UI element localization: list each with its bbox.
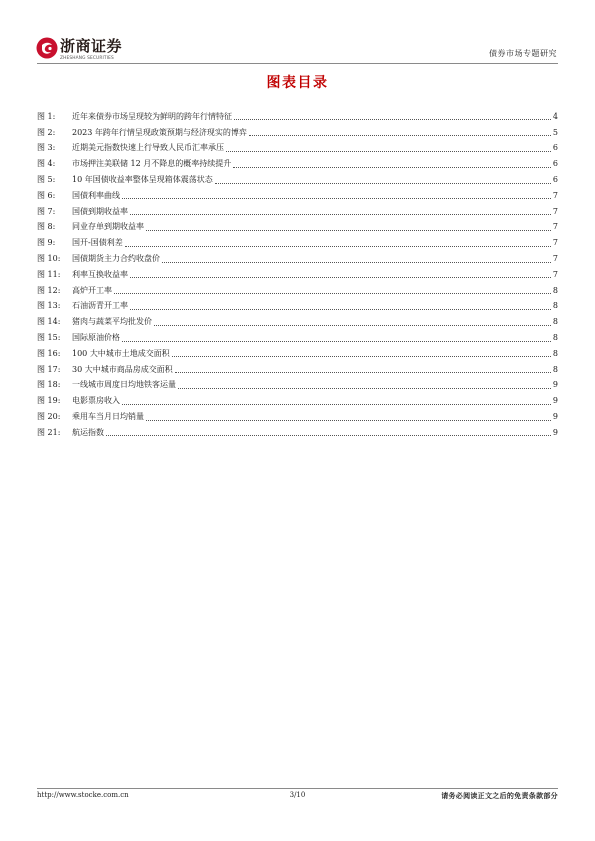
dot-leader — [122, 198, 551, 199]
toc-entry-title: 一线城市周度日均地铁客运量 — [72, 380, 176, 390]
toc-entry-page: 5 — [552, 127, 558, 137]
toc-entry[interactable] — [37, 346, 558, 362]
toc-entry-label: 图 20: — [37, 412, 61, 422]
toc-entry-title: 乘用车当月日均销量 — [72, 412, 144, 422]
dot-leader — [130, 277, 551, 278]
toc-entry-page: 7 — [552, 222, 558, 232]
toc-entry-page: 9 — [552, 396, 558, 406]
toc-entry-page: 8 — [552, 285, 558, 295]
dot-leader — [146, 230, 551, 231]
toc-entry[interactable] — [37, 204, 558, 220]
toc-entry[interactable] — [37, 172, 558, 188]
brand-name-cn: 浙商证券 — [60, 37, 123, 55]
toc-entry-page: 6 — [552, 159, 558, 169]
toc-entry-label: 图 9: — [37, 238, 56, 248]
toc-entry-label: 图 10: — [37, 254, 61, 264]
toc-entry-title: 高炉开工率 — [72, 285, 112, 295]
toc-entry[interactable] — [37, 330, 558, 346]
toc-entry[interactable] — [37, 267, 558, 283]
toc-entry[interactable] — [37, 378, 558, 394]
toc-entry-label: 图 13: — [37, 301, 61, 311]
toc-entry-title: 同业存单到期收益率 — [72, 222, 144, 232]
toc-entry-label: 图 8: — [37, 222, 56, 232]
toc-entry-page: 9 — [552, 412, 558, 422]
toc-entry-label: 图 2: — [37, 127, 56, 137]
toc-entry-title: 近年来债券市场呈现较为鲜明的跨年行情特征 — [72, 111, 232, 121]
dot-leader — [106, 435, 551, 436]
toc-entry-title: 30 大中城市商品房成交面积 — [72, 364, 173, 374]
company-logo — [36, 36, 136, 64]
toc-entry-title: 利率互换收益率 — [72, 269, 128, 279]
toc-entry-label: 图 11: — [37, 269, 61, 279]
toc-entry-page: 9 — [552, 427, 558, 437]
toc-entry-page: 7 — [552, 269, 558, 279]
dot-leader — [172, 356, 551, 357]
toc-entry-title: 石油沥青开工率 — [72, 301, 128, 311]
toc-entry-label: 图 19: — [37, 396, 61, 406]
report-type: 债券市场专题研究 — [489, 49, 557, 58]
dot-leader — [122, 404, 551, 405]
toc-entry-title: 国际原油价格 — [72, 333, 120, 343]
brand-name-en: ZHESHANG SECURITIES — [60, 55, 114, 61]
toc-entry-page: 7 — [552, 238, 558, 248]
page-number: 3/10 — [289, 791, 306, 799]
toc-entry-title: 航运指数 — [72, 427, 104, 437]
toc-entry[interactable] — [37, 125, 558, 141]
toc-entry-label: 图 12: — [37, 285, 61, 295]
dot-leader — [175, 372, 551, 373]
toc-entry-label: 图 16: — [37, 348, 61, 358]
toc-entry-page: 6 — [552, 175, 558, 185]
toc-entry-title: 猪肉与蔬菜平均批发价 — [72, 317, 152, 327]
toc-entry[interactable] — [37, 283, 558, 299]
toc-entry-title: 近期美元指数快速上行导致人民币汇率承压 — [72, 143, 224, 153]
toc-entry-title: 电影票房收入 — [72, 396, 120, 406]
toc-entry-label: 图 18: — [37, 380, 61, 390]
toc-entry-page: 8 — [552, 317, 558, 327]
dot-leader — [146, 420, 551, 421]
toc-entry-page: 9 — [552, 380, 558, 390]
dot-leader — [130, 214, 551, 215]
footer-disclaimer: 请务必阅读正文之后的免责条款部分 — [441, 791, 558, 800]
toc-entry-label: 图 6: — [37, 190, 56, 200]
toc-entry-page: 7 — [552, 254, 558, 264]
dot-leader — [162, 262, 551, 263]
toc-entry-title: 市场押注美联储 12 月不降息的概率持续提升 — [72, 159, 232, 169]
toc-entry-page: 8 — [552, 333, 558, 343]
toc-entry-page: 7 — [552, 206, 558, 216]
figure-list — [37, 109, 558, 441]
toc-entry[interactable] — [37, 109, 558, 125]
toc-entry[interactable] — [37, 314, 558, 330]
toc-entry-label: 图 3: — [37, 143, 56, 153]
toc-entry[interactable] — [37, 156, 558, 172]
toc-entry[interactable] — [37, 299, 558, 315]
toc-entry-page: 7 — [552, 190, 558, 200]
toc-entry[interactable] — [37, 188, 558, 204]
toc-entry[interactable] — [37, 393, 558, 409]
toc-entry-title: 国债利率曲线 — [72, 190, 120, 200]
page-title: 图表目录 — [266, 75, 329, 91]
toc-entry[interactable] — [37, 251, 558, 267]
toc-entry-label: 图 5: — [37, 175, 56, 185]
toc-entry-label: 图 4: — [37, 159, 56, 169]
toc-entry[interactable] — [37, 362, 558, 378]
toc-entry-label: 图 14: — [37, 317, 61, 327]
dot-leader — [234, 119, 551, 120]
toc-entry-page: 8 — [552, 364, 558, 374]
toc-entry[interactable] — [37, 409, 558, 425]
footer-website-link[interactable]: http://www.stocke.com.cn — [37, 791, 129, 799]
dot-leader — [249, 135, 551, 136]
toc-entry-page: 6 — [552, 143, 558, 153]
toc-entry-page: 4 — [552, 111, 558, 121]
toc-entry-title: 国开-国债利差 — [72, 238, 123, 248]
toc-entry-title: 国债期货主力合约收盘价 — [72, 254, 160, 264]
toc-entry-page: 8 — [552, 348, 558, 358]
dot-leader — [122, 341, 551, 342]
dot-leader — [130, 309, 551, 310]
toc-entry-label: 图 7: — [37, 206, 56, 216]
dot-leader — [226, 151, 551, 152]
toc-entry-page: 8 — [552, 301, 558, 311]
toc-entry[interactable] — [37, 141, 558, 157]
dot-leader — [114, 293, 551, 294]
toc-entry[interactable] — [37, 235, 558, 251]
dot-leader — [125, 246, 551, 247]
toc-entry-label: 图 17: — [37, 364, 61, 374]
toc-entry-title: 国债到期收益率 — [72, 206, 128, 216]
toc-entry-label: 图 15: — [37, 333, 61, 343]
dot-leader — [233, 167, 551, 168]
header-divider — [37, 63, 558, 64]
toc-entry-title: 10 年国债收益率整体呈现箱体震荡状态 — [72, 175, 213, 185]
footer-divider — [37, 788, 558, 789]
toc-entry-title: 2023 年跨年行情呈现政策预期与经济现实的博弈 — [72, 127, 247, 137]
zheshang-logo-icon — [36, 37, 58, 59]
dot-leader — [154, 325, 551, 326]
toc-entry-label: 图 1: — [37, 111, 56, 121]
toc-entry[interactable] — [37, 220, 558, 236]
toc-entry[interactable] — [37, 425, 558, 441]
dot-leader — [215, 183, 551, 184]
dot-leader — [178, 388, 551, 389]
toc-entry-label: 图 21: — [37, 427, 61, 437]
toc-entry-title: 100 大中城市土地成交面积 — [72, 348, 170, 358]
